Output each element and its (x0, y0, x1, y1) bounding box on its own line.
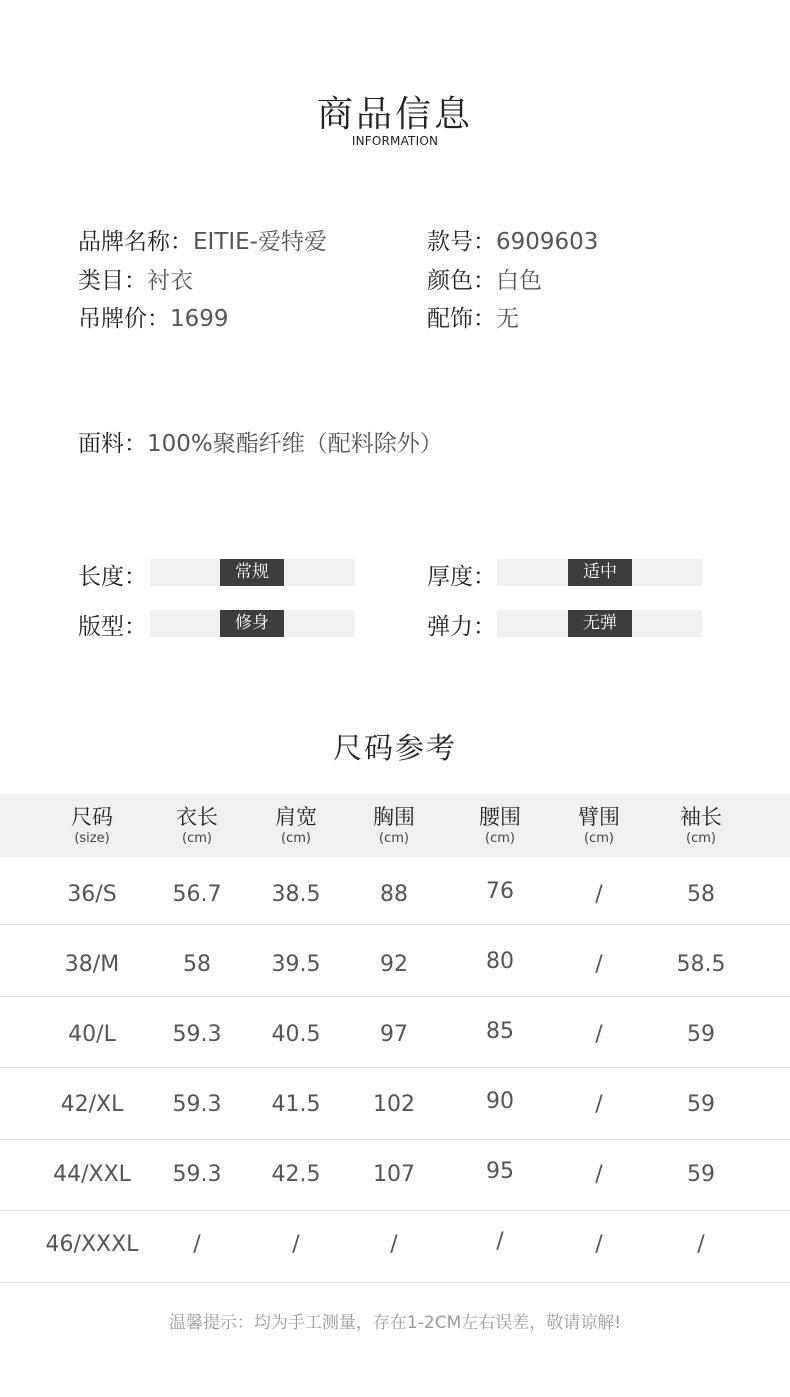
brand-value: EITIE-爱特爱 (193, 229, 327, 255)
fit-tag: 修身 (220, 610, 284, 637)
header-arm-label: 臂围 (578, 805, 620, 829)
table-cell: 58 (183, 952, 211, 977)
table-cell: 102 (373, 1092, 415, 1117)
style-number-info (427, 223, 598, 256)
header-waist-label: 腰围 (479, 805, 521, 829)
table-cell: 92 (380, 952, 408, 977)
header-shoulder-label: 肩宽 (275, 805, 317, 829)
size-chart-title: 尺码参考 (332, 731, 457, 765)
row-divider (0, 1139, 790, 1140)
header-sleeve-label: 袖长 (680, 805, 722, 829)
table-cell: / (697, 1232, 705, 1257)
table-cell: 59 (687, 1092, 715, 1117)
table-cell: 36/S (67, 882, 117, 907)
header-waist-unit: (cm) (485, 831, 515, 846)
fabric-value: 100%聚酯纤维（配料除外） (147, 431, 443, 457)
header-chest (334, 803, 454, 847)
table-cell: / (595, 1162, 603, 1187)
category-value: 衬衣 (147, 268, 193, 294)
header-sleeve-unit: (cm) (686, 831, 716, 846)
table-cell: 97 (380, 1022, 408, 1047)
table-cell: / (595, 882, 603, 907)
header-chest-unit: (cm) (379, 831, 409, 846)
fabric-info (78, 425, 443, 458)
stretch-tag: 无弹 (568, 610, 632, 637)
brand-label: 品牌名称： (78, 229, 193, 255)
header-length-label: 衣长 (176, 805, 218, 829)
style-number-label: 款号： (427, 229, 496, 255)
thickness-label: 厚度： (427, 564, 496, 590)
table-cell: 95 (486, 1159, 514, 1184)
page-title: 商品信息 (316, 94, 473, 135)
table-cell: 59.3 (172, 1022, 222, 1047)
brand-info (78, 223, 327, 256)
color-info (427, 262, 542, 295)
accessory-value: 无 (496, 306, 519, 332)
tag-price-label: 吊牌价： (78, 306, 170, 332)
length-label: 长度： (78, 564, 147, 590)
row-divider (0, 1282, 790, 1283)
table-cell: 58.5 (676, 952, 726, 977)
header-size (32, 803, 152, 847)
table-cell: / (292, 1232, 300, 1257)
measurement-note: 温馨提示：均为手工测量，存在1-2CM左右误差，敬请谅解! (168, 1313, 622, 1333)
table-cell: / (193, 1232, 201, 1257)
row-divider (0, 1210, 790, 1211)
accessory-label: 配饰： (427, 306, 496, 332)
row-divider (0, 996, 790, 997)
table-cell: 76 (486, 879, 514, 904)
table-cell: 59 (687, 1022, 715, 1047)
header-size-unit: (size) (74, 831, 110, 846)
table-cell: / (595, 1232, 603, 1257)
header-sleeve (641, 803, 761, 847)
color-value: 白色 (496, 268, 542, 294)
table-cell: 85 (486, 1019, 514, 1044)
table-cell: / (390, 1232, 398, 1257)
table-cell: 42/XL (60, 1092, 124, 1117)
header-shoulder-unit: (cm) (281, 831, 311, 846)
fit-label: 版型： (78, 614, 147, 640)
header-length-unit: (cm) (182, 831, 212, 846)
tag-price-value: 1699 (170, 306, 229, 332)
table-cell: 59.3 (172, 1162, 222, 1187)
table-cell: 59 (687, 1162, 715, 1187)
table-cell: 41.5 (271, 1092, 321, 1117)
table-cell: 40/L (68, 1022, 116, 1047)
accessory-info (427, 300, 519, 333)
table-cell: 40.5 (271, 1022, 321, 1047)
header-arm-unit: (cm) (584, 831, 614, 846)
table-cell: / (595, 1022, 603, 1047)
table-cell: / (595, 1092, 603, 1117)
table-cell: 38.5 (271, 882, 321, 907)
table-cell: 38/M (64, 952, 120, 977)
table-cell: 107 (373, 1162, 415, 1187)
table-cell: 42.5 (271, 1162, 321, 1187)
header-chest-label: 胸围 (373, 805, 415, 829)
style-number-value: 6909603 (496, 229, 599, 255)
table-cell: 46/XXXL (45, 1232, 139, 1257)
table-cell: 39.5 (271, 952, 321, 977)
table-cell: / (595, 952, 603, 977)
row-divider (0, 1067, 790, 1068)
header-size-label: 尺码 (71, 805, 113, 829)
row-divider (0, 924, 790, 925)
table-cell: / (496, 1229, 504, 1254)
table-cell: 58 (687, 882, 715, 907)
table-cell: 90 (486, 1089, 514, 1114)
color-label: 颜色： (427, 268, 496, 294)
table-cell: 88 (380, 882, 408, 907)
page-subtitle: INFORMATION (351, 134, 439, 148)
category-info (78, 262, 193, 295)
length-tag: 常规 (220, 559, 284, 586)
fabric-label: 面料： (78, 431, 147, 457)
table-cell: 56.7 (172, 882, 222, 907)
table-cell: 59.3 (172, 1092, 222, 1117)
stretch-label: 弹力： (427, 614, 496, 640)
tag-price-info (78, 300, 229, 333)
table-cell: 44/XXL (53, 1162, 131, 1187)
table-cell: 80 (486, 949, 514, 974)
thickness-tag: 适中 (568, 559, 632, 586)
category-label: 类目： (78, 268, 147, 294)
